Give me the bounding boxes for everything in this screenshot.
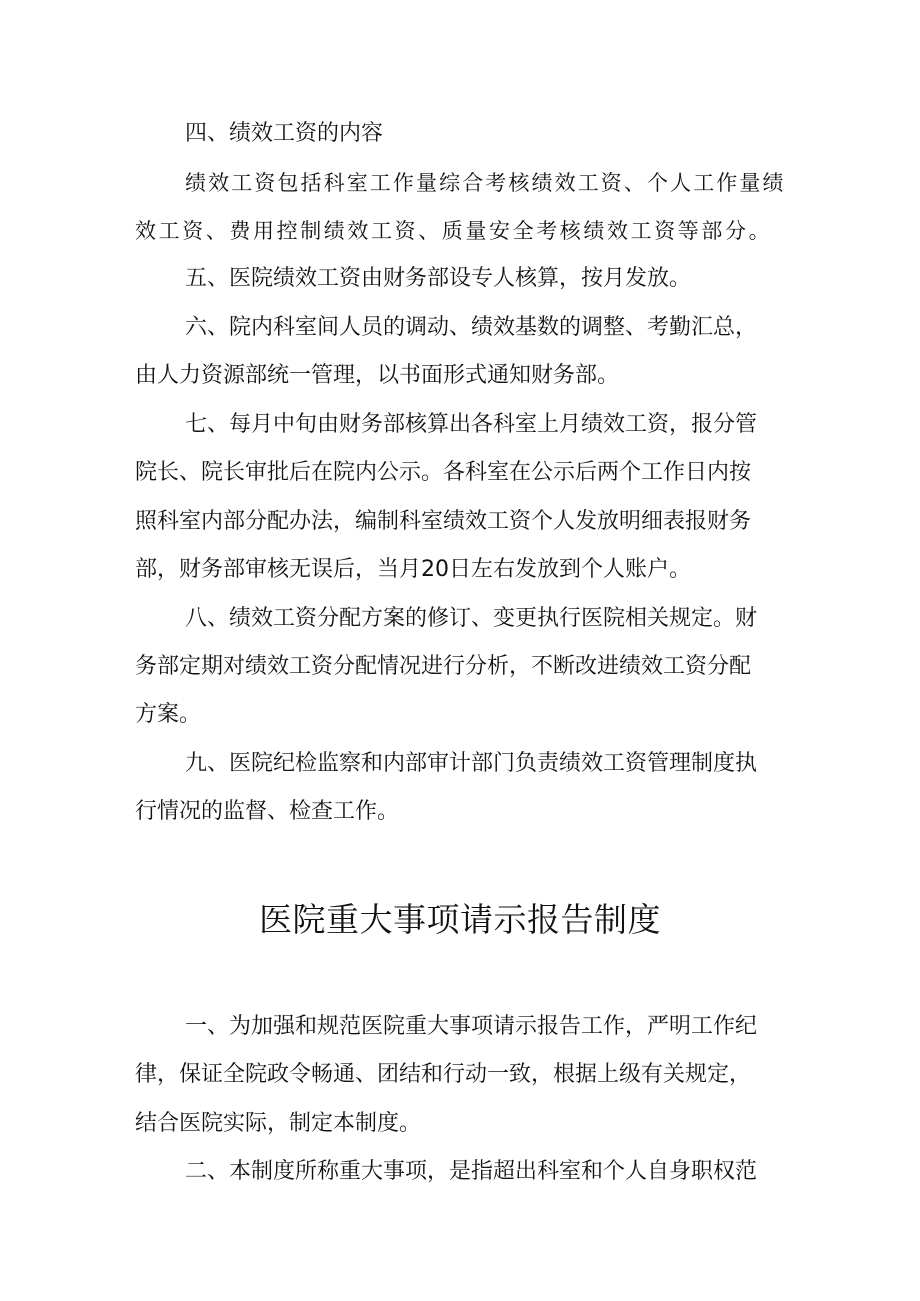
paragraph-item-5: 五、医院绩效工资由财务部设专人核算，按月发放。 [185,266,692,291]
paragraph-line: 结合医院实际，制定本制度。 [135,1111,422,1136]
paragraph-item-9: 九、医院纪检监察和内部审计部门负责绩效工资管理制度执 [185,751,758,776]
paragraph-line: 由人力资源部统一管理，以书面形式通知财务部。 [135,363,620,388]
paragraph-line: 方案。 [135,702,202,727]
paragraph-line: 照科室内部分配办法，编制科室绩效工资个人发放明细表报财务 [135,509,752,534]
paragraph-item-1: 一、为加强和规范医院重大事项请示报告工作，严明工作纪 [185,1014,758,1039]
paragraph-item-8: 八、绩效工资分配方案的修订、变更执行医院相关规定。财 [185,606,758,631]
paragraph-line: 部，财务部审核无误后，当月20日左右发放到个人账户。 [135,557,691,582]
paragraph-line: 律，保证全院政令畅通、团结和行动一致，根据上级有关规定， [135,1062,752,1087]
paragraph-item-7: 七、每月中旬由财务部核算出各科室上月绩效工资，报分管 [185,412,758,437]
paragraph-line: 务部定期对绩效工资分配情况进行分析，不断改进绩效工资分配 [135,654,752,679]
paragraph-item-2: 二、本制度所称重大事项，是指超出科室和个人自身职权范 [185,1159,758,1184]
document-title: 医院重大事项请示报告制度 [259,900,661,939]
paragraph-item-6: 六、院内科室间人员的调动、绩效基数的调整、考勤汇总， [185,315,758,340]
paragraph-line: 院长、院长审批后在院内公示。各科室在公示后两个工作日内按 [135,460,752,485]
paragraph-line: 行情况的监督、检查工作。 [135,799,400,824]
section-heading-performance-pay-content: 四、绩效工资的内容 [185,121,384,146]
paragraph-line: 绩效工资包括科室工作量综合考核绩效工资、个人工作量绩 [185,171,786,195]
paragraph-line: 效工资、费用控制绩效工资、质量安全考核绩效工资等部分。 [135,219,773,243]
